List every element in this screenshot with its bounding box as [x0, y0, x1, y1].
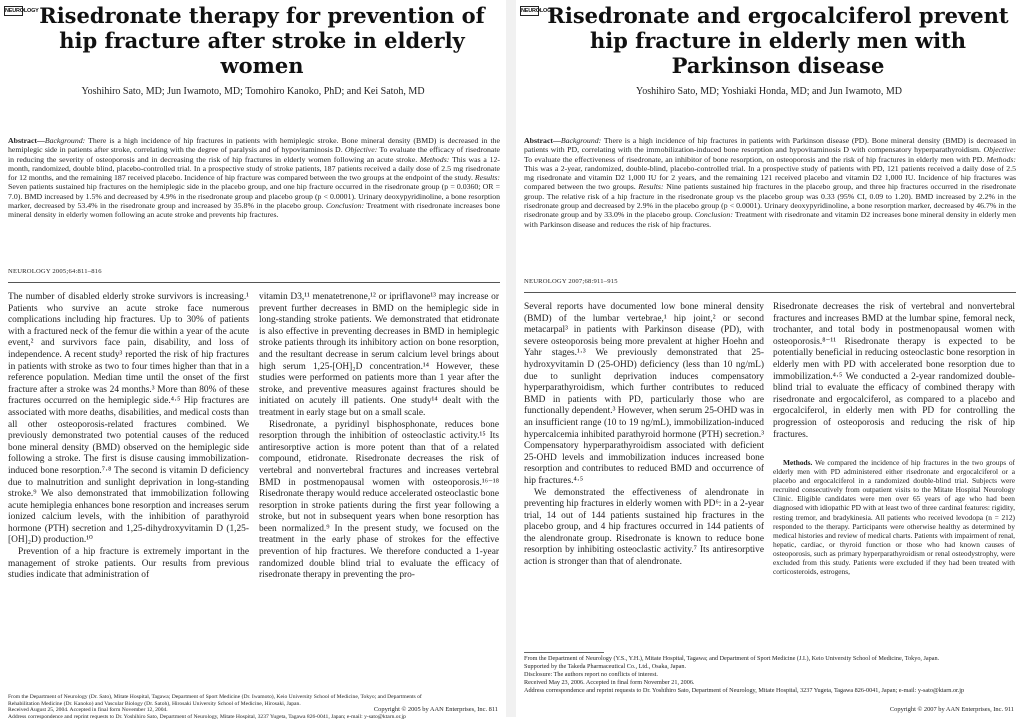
abstract-methods-label: Methods: [420, 155, 449, 164]
paragraph: Prevention of a hip fracture is extremely important in the management of stroke patients. Our results from previous studies indicate that administration of [8, 547, 249, 582]
abstract-results-label: Results: [475, 173, 500, 182]
abstract-results: Nine patients sustained hip fractures in the placebo group, and three hip fractures occurred in the risedronate group. The relative risk of a hip fracture in the risedronate group vs the placebo group was 0.33 (95% CI, 0.09 to 1.20). BMD increased by 2.2% in the risedronate group and decreased by 2.9% in the placebo group (p < 0.0001). Urinary deoxypyridinoline, a bone resorption marker, decreased by 46.7% in the risedronate group and by 33.0% in the placebo group. [524, 182, 1016, 219]
paragraph: vitamin D3,¹¹ menatetrenone,¹² or ipriflavone¹³ may increase or prevent further decreases in BMD on the hemiplegic side in long-standing stroke patients. We demonstrated that etidronate is also effective in preventing decreases in BMD in hemiplegic stroke patients through its inhibitory action on bone resorption, and the resultant decrease in serum calcium level brings about high serum 1,25-[OH]₂D concentration.¹⁴ However, these studies were performed on patients more than 1 year after the stroke, and preventive measures against fractures should be initiated on acutely ill patients. One study¹⁴ dealt with the treatment in early stage but on a small scale. [259, 292, 499, 420]
abstract-background: There is a high incidence of hip fractures in patients with Parkinson disease (PD). Bone mineral density (BMD) is decreased in patients with PD, correlating with the immobilization-induced bone resorption and hypovitaminosis D with compensatory hyperparathyroidism. [524, 136, 1016, 154]
journal-logo: NEUROLOGY [520, 6, 539, 16]
section-divider [8, 282, 500, 283]
abstract-background: There is a high incidence of hip fractures in patients with hemiplegic stroke. Bone mineral density (BMD) is decreased in the hemiplegic side in patients after stroke, correlating with the degree of paralysis and of hypovitaminosis D. [8, 136, 500, 154]
abstract-conclusion-label: Conclusion: [695, 210, 733, 219]
article-authors: Yoshihiro Sato, MD; Jun Iwamoto, MD; Tomohiro Kanoko, PhD; and Kei Satoh, MD [0, 86, 506, 97]
left-article-page [0, 0, 506, 717]
abstract-methods: This was a 12-month, randomized, double blind, placebo-controlled trial. In a prospective study of stroke patients, 187 patients received a daily dose of 2.5 mg risedronate for 12 months, and the remaining 187 received placebo. Incidence of hip fracture was compared between the two groups at the endpoint of the study. [8, 155, 500, 183]
abstract-background-label: Background: [45, 136, 85, 145]
body-column-2 [259, 292, 499, 685]
copyright-notice: Copyright © 2007 by AAN Enterprises, Inc. 911 [890, 706, 1014, 713]
abstract-methods-label: Methods: [987, 155, 1016, 164]
abstract-results-label: Results: [638, 182, 663, 191]
abstract-methods: This was a 2-year, randomized, double-blind, placebo-controlled trial. In a prospective study of patients with PD, 121 patients received a daily dose of 2.5 mg risedronate and vitamin D2 1,000 IU for 2 years, and the remaining 121 received placebo and vitamin D2 1,000 IU. Incidence of hip fractures was compared between the two groups. [524, 164, 1016, 192]
journal-logo: NEUROLOGY [4, 6, 23, 16]
methods-section [773, 458, 1015, 648]
article-title: Risedronate therapy for prevention of hip fracture after stroke in elderly women [26, 3, 498, 78]
body-column-2 [773, 302, 1015, 452]
abstract-conclusion: Treatment with risedronate increases bone mineral density in elderly women following an acute stroke and prevents hip fractures. [8, 201, 500, 219]
abstract-results: Seven patients sustained hip fractures on the hemiplegic side in the placebo group, and one hip fracture occurred in the risedronate group (p = 0.0360; OR = 7.0). BMD increased by 1.5% and decreased by 4.9% in the risedronate group and placebo group (p < 0.0001). Urinary deoxypyridinoline, a bone resorption marker, decreased by 53.4% in the risedronate group and increased by 35.8% in the placebo group. [8, 182, 500, 210]
footnote-address: Address correspondence and reprint requests to Dr. Yoshihiro Sato, Department of Neurology, Mitate Hospital, 3237 Yugeta, Tagawa 826-0041, Japan; e-mail: y-sato@ktarn.or.jp [8, 714, 436, 720]
footnotes [8, 694, 436, 714]
abstract-objective-label: Objective: [345, 145, 377, 154]
abstract-head: Abstract— [524, 136, 561, 145]
journal-citation: NEUROLOGY 2005;64:811–816 [8, 268, 102, 275]
footnote-affiliation: From the Department of Neurology (Y.S., Y.H.), Mitate Hospital, Tagawa; and Department of Sport Medicine (J.I.), Keio University School of Medicine, Tokyo, Japan. [524, 655, 1016, 663]
abstract [524, 136, 1016, 229]
footnotes [524, 655, 1016, 707]
footnote-support: Supported by the Takeda Pharmaceutical Co., Ltd., Osaka, Japan. [524, 663, 1016, 671]
page-gutter [506, 0, 516, 717]
footnote-received: Received May 23, 2006. Accepted in final form November 21, 2006. [524, 679, 1016, 687]
abstract-conclusion: Treatment with risedronate and vitamin D2 increases bone mineral density in elderly men with Parkinson disease and reduces the risk of hip fractures. [524, 210, 1016, 228]
footnote-address: Address correspondence and reprint requests to Dr. Yoshihiro Sato, Department of Neurology, Mitate Hospital, 3237 Yugeta, Tagawa 826-0041, Japan; e-mail: y-sato@ktarn.or.jp [524, 687, 1016, 695]
paragraph: Several reports have documented low bone mineral density (BMD) of the lumbar vertebrae,¹ hip joint,² or second metacarpal³ in patients with Parkinson disease (PD), with severe osteoporosis being more prevalent at higher Hoehn and Yahr stages.¹·³ We previously demonstrated that 25-hydroxyvitamin D (25-OHD) deficiency (less than 10 ng/mL) due to sunlight deprivation induces compensatory hyperparathyroidism, which further contributes to reduced BMD in patients with PD, particularly those who are functionally dependent.³ However, when serum 25-OHD was in an insufficient range (10 to 19 ng/mL), immobilization-induced hypercalcemia inhibited parathyroid hormone (PTH) secretion.³ Compensatory hyperparathyroidism associated with deficient 25-OHD levels and immobilization induces increased bone resorption and contributes to reduced BMD and occurrence of hip fractures.⁴·⁵ [524, 302, 764, 488]
paragraph: Risedronate decreases the risk of vertebral and nonvertebral fractures and increases BMD at the lumbar spine, femoral neck, trochanter, and total body in postmenopausal women with osteoporosis.⁸⁻¹¹ Risedronate therapy is expected to be potentially beneficial in reducing osteoclastic bone resorption in elderly men with PD with accelerated bone resorption due to immobilization.⁴·⁵ We conducted a 2-year randomized double-blind trial to evaluate the efficacy of combined therapy with risedronate and ergocalciferol, as compared to a placebo and ergocalciferol, in elderly men with PD for controlling the progression of osteoporosis and reducing the risk of hip fractures. [773, 302, 1015, 441]
abstract-objective-label: Objective: [984, 145, 1016, 154]
footnote-divider [524, 652, 604, 653]
copyright-notice: Copyright © 2005 by AAN Enterprises, Inc. 811 [374, 706, 498, 713]
article-title: Risedronate and ergocalciferol prevent hip fracture in elderly men with Parkinson disease [542, 3, 1014, 78]
article-authors: Yoshihiro Sato, MD; Yoshiaki Honda, MD; and Jun Iwamoto, MD [516, 86, 1022, 97]
body-column-1 [8, 292, 249, 702]
section-divider [524, 292, 1016, 293]
methods-text: We compared the incidence of hip fractures in the two groups of elderly men with PD administered either risedronate and ergocalciferol or a placebo and ergocalciferol in a randomized double-blind trial. Subjects were recruited consecutively from outpatient visits to the Mitate Hospital Neurology Clinic. Eligible candidates were men over 65 years of age who had been diagnosed with idiopathic PD with at least two of three cardinal features: rigidity, resting tremor, and bradykinesia. All patients who received levodopa (n = 212) responded to the therapy. Participants were otherwise healthy as determined by medical histories and review of medical charts. Patients with impairment of renal, hepatic, cardiac, or thyroid function or those who had known causes of osteoporosis, such as primary hyperparathyroidism or renal osteodystrophy, were excluded from this study. Patients were excluded if they had been treated with corticosteroids, estrogens, [773, 458, 1015, 576]
right-article-page [516, 0, 1022, 717]
paragraph: The number of disabled elderly stroke survivors is increasing.¹ Patients who survive an acute stroke face numerous complications including hip fractures. Up to 30% of patients with a fractured neck of the femur die within a year of the acute event,² and survivors face pain, disability, and loss of independence. A recent study³ reported the risk of hip fractures in patients with stroke as two to four times higher than that in a reference population. Median time until the onset of the first fracture after a stroke was 24 months.³ More than 80% of these fractures occurred on the hemiplegic side.⁴·⁵ Hip fractures are associated with more deaths, disabilities, and medical costs than all other osteoporosis-related fractures combined. We previously demonstrated two potential causes of the reduced bone mineral density (BMD) observed on the hemiplegic side following a stroke. The first is disuse causing immobilization-induced bone resorption.⁷·⁸ The second is vitamin D deficiency due to malnutrition and sunlight deprivation in long-standing stroke.⁹ We also demonstrated that immobilization following acute hemiplegia enhances bone resorption and increases serum ionized calcium levels, with the inhibition of parathyroid hormone (PTH) secretion and 1,25-dihydroxyvitamin D (1,25-[OH]₂D) production.¹⁰ [8, 292, 249, 547]
methods-paragraph [773, 458, 1015, 576]
abstract-conclusion-label: Conclusion: [326, 201, 364, 210]
abstract-objective: To evaluate the effectiveness of risedronate, an inhibitor of bone resorption, on osteoporosis and the risk of hip fractures in elderly men with PD. [524, 155, 987, 164]
abstract-head: Abstract— [8, 136, 45, 145]
footnote-received: Received August 25, 2004. Accepted in final form November 12, 2004. [8, 707, 436, 714]
body-column-1 [524, 302, 764, 648]
journal-citation: NEUROLOGY 2007;68:911–915 [524, 278, 618, 285]
abstract-objective: To evaluate the efficacy of risedronate in reducing the severity of osteoporosis and in decreasing the risk of hip fractures in elderly women following an acute stroke. [8, 145, 500, 163]
footnote-affiliation: From the Department of Neurology (Dr. Sato), Mitate Hospital, Tagawa; Department of Sport Medicine (Dr. Iwamoto), Keio University School of Medicine, Tokyo; and Departments of Rehabilitation Medicine (Dr. Kanoko) and Vascular Biology (Dr. Satoh), Hirosaki University School of Medicine, Hirosaki, Japan. [8, 694, 436, 707]
abstract [8, 136, 500, 220]
methods-heading: Methods. [783, 458, 812, 467]
paragraph: We demonstrated the effectiveness of alendronate in preventing hip fractures in elderly women with PD⁶: in a 2-year trial, 14 out of 144 patients sustained hip fractures in the placebo group, and 4 hip fractures occurred in 144 patients of the alendronate group. Risedronate is known to reduce bone resorption by inhibiting osteoclastic activity.⁷ Its antiresorptive action is stronger than that of alendronate. [524, 488, 764, 569]
footnote-disclosure: Disclosure: The authors report no conflicts of interest. [524, 671, 1016, 679]
abstract-background-label: Background: [561, 136, 601, 145]
paragraph: Risedronate, a pyridinyl bisphosphonate, reduces bone resorption through the inhibition of osteoclastic activity.¹⁵ Its antiresorptive action is more potent than that of a related compound, etidronate. Risedronate decreases the risk of vertebral and nonvertebral fractures and increases vertebral BMD in postmenopausal women with osteoporosis.¹⁶⁻¹⁸ Risedronate therapy would reduce accelerated osteoclastic bone resorption in stroke patients during the first year following a stroke, but not in subsequent years when bone resorption has been normalized.⁹ In the present study, we focused on the treatment in the early phase of strokes for the effective prevention of hip fractures. We therefore conducted a 1-year randomized double blind trial to evaluate the efficacy of risedronate therapy in preventing the pro- [259, 420, 499, 582]
